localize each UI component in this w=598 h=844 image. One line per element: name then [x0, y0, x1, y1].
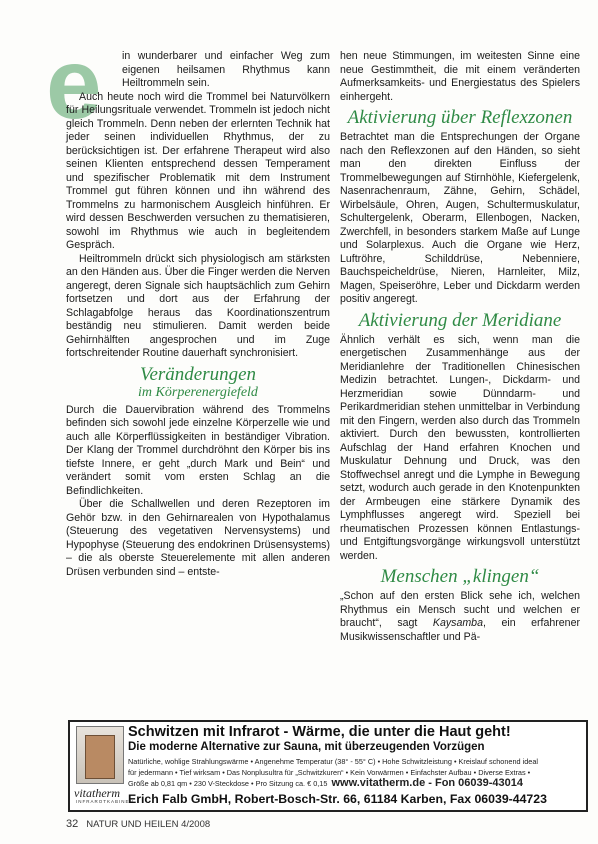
ad-headline: Schwitzen mit Infrarot - Wärme, die unter die Haut geht!	[128, 724, 511, 740]
section-heading-line: im Körperenergiefeld	[138, 384, 258, 400]
ad-feature-line: Natürliche, wohlige Strahlungswärme • Angenehme Temperatur (38° - 55° C) • Hohe Schwitzleistung • Kreislauf schonend ideal	[128, 757, 539, 766]
paragraph: „Schon auf den ersten Blick sehe ich, welchen Rhythmus ein Mensch sucht und welchen er braucht“, sagt Kaysamba, ein erfahrener Musikwissenschaftler und Pä-	[340, 590, 580, 643]
ad-subheadline: Die moderne Alternative zur Sauna, mit überzeugenden Vorzügen	[128, 741, 485, 753]
section-heading	[66, 363, 330, 401]
paragraph: Über die Schallwellen und deren Rezeptoren im Gehör bzw. in den Gehirnarealen von Hypothalamus (Steuerung des vegetativen Nervensystems) und Hypophyse (Steuerung des endokrinen Drüsensystems) – die als oberste Steuerelemente mit allen anderen Drüsen verbunden sind – entste-	[66, 498, 330, 578]
paragraph: Auch heute noch wird die Trommel bei Naturvölkern für Heilungsrituale verwendet. Trommeln ist jedoch nicht gleich Trommeln. Denn neben der erlernten Technik hat jeder seinen individuellen Rhythmus, der zu berücksichtigen ist. Der erfahrene Therapeut wird also seinen Klienten entsprechend dessen Temperament und spezifischer Problematik mit dem Instrument Trommel gut führen können und ihn während des Trommelns zu harmonischem Ausgleich hinführen. Er wird dessen Beschwerden versuchen zu thematisieren, sowohl im Rhythmus wie auch in begleitendem Gespräch.	[66, 90, 330, 251]
brand-logo-subtitle: INFRAROTKABINEN	[76, 799, 134, 804]
brand-logo: vitatherm	[74, 786, 120, 800]
ad-web-contact: www.vitatherm.de - Fon 06039-43014	[331, 777, 524, 789]
section-heading: Aktivierung über Reflexzonen	[347, 107, 573, 128]
section-heading: Aktivierung der Meridiane	[358, 309, 562, 331]
left-column	[66, 50, 330, 579]
paragraph: Heiltrommeln drückt sich physiologisch am stärksten an den Händen aus. Über die Finger werden die Nerven angeregt, deren Signale sich hauptsächlich zum Gehirn fortsetzen und dort aus der Erfahrung der Schlagabfolge heraus das Koordinationszentrum beständig neu stimulieren. Damit werden beide Gehirnhälften angesprochen und im Zuge fortschreitender Routine dauerhaft synchronisiert.	[66, 252, 330, 359]
paragraph: Durch die Dauervibration während des Trommelns befinden sich sowohl jede einzelne Körperzelle wie und auch alle Körperflüssigkeiten in beständiger Vibration. Der Klang der Trommel durchdröhnt den Körper bis ins tiefste Innere, er geht „durch Mark und Bein“ und verändert somit vom ersten Schlag an die Befindlichkeiten.	[66, 403, 330, 497]
ad-company-address: Erich Falb GmbH, Robert-Bosch-Str. 66, 61184 Karben, Fax 06039-44723	[128, 792, 547, 806]
ad-feature-line: für jedermann • Tief wirksam • Das Nonplusultra für „Schwitzkuren“ • Kein Vorwärmen • Einfachster Aufbau • Diverse Extras •	[128, 767, 531, 777]
ad-feature-line: Größe ab 0,81 qm • 230 V-Steckdose • Pro Sitzung ca. € 0,15 www.vitatherm.de - Fon 06039-43014	[128, 777, 524, 789]
person-name: Kaysamba	[432, 617, 483, 629]
ad-features	[128, 757, 580, 790]
page-footer	[66, 818, 210, 830]
paragraph: Betrachtet man die Entsprechungen der Organe nach den Reflexzonen auf den Händen, so sieht man den direkten Einfluss der Trommelbewegungen auf Stirnhöhle, Kiefergelenk, Nasenrachenraum, Zähne, Gehirn, Schädel, Wirbelsäule, Ohren, Augen, Schultermuskulatur, Schultergelenk, Oberarm, Ellenbogen, Nacken, Zwerchfell, in besonders starkem Maße auf Lunge und Solarplexus. Auch die Organe wie Herz, Luftröhre, Schilddrüse, Nebenniere, Bauchspeicheldrüse, Nieren, Harnleiter, Milz, Magen, Speiseröhre, Leber und Dickdarm werden positiv angeregt.	[340, 131, 580, 305]
page-number: 32	[66, 818, 79, 830]
paragraph: hen neue Stimmungen, im weitesten Sinne eine neue Gestimmtheit, die mit einem veränderten Aufmerksamkeits- und Energiestatus des Spielers einhergeht.	[340, 50, 580, 103]
publication-name: NATUR UND HEILEN 4/2008	[86, 819, 211, 830]
section-heading-line: Veränderungen	[139, 363, 257, 385]
infrared-cabin-image	[76, 726, 124, 784]
drop-cap-letter: e	[46, 28, 102, 140]
advertisement-box	[68, 720, 588, 812]
intro-paragraph: in wunderbarer und einfacher Weg zum eigenen heilsamen Rhythmus kann Heiltrommeln sein.	[122, 50, 330, 89]
section-heading: Menschen „klingen“	[380, 566, 540, 587]
right-column	[340, 50, 580, 644]
paragraph: Ähnlich verhält es sich, wenn man die energetischen Zusammenhänge aus der Meridianlehre der Traditionellen Chinesischen Medizin betrachtet. Lungen-, Dickdarm- und Herzmeridian sowie Dünndarm- und Perikardmeridian stehen unmittelbar in Verbindung mit den Fingern, werden also durch das Trommeln aktiviert. Durch den bewussten, kontrollierten Aufschlag der Hand erfahren Knochen und Muskulatur Dehnung und Druck, was den Stoffwechsel anregt und die Lymphe in Bewegung setzt, wodurch auch gerade in den Knotenpunkten der Armbeugen eine stärkere Dynamik des Lymphflusses angeregt wird. Speziell bei rheumatischen Prozessen können Entlastungs- und Entgiftungsvorgänge wirkungsvoll unterstützt werden.	[340, 333, 580, 562]
